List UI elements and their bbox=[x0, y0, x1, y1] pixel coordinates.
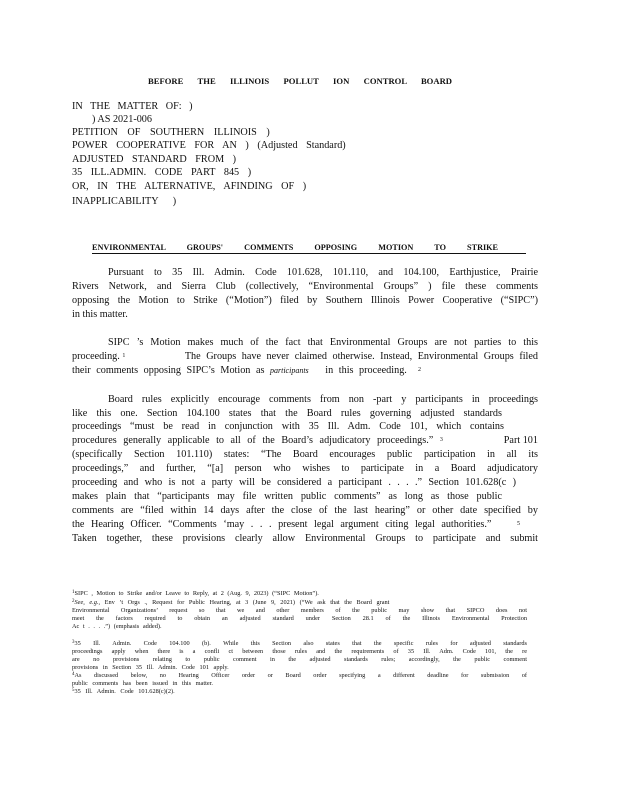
title-underline bbox=[92, 253, 526, 254]
emphasized-text: See, e.g. bbox=[74, 599, 99, 606]
caption-line: IN THE MATTER OF: ) bbox=[72, 101, 193, 112]
caption-line: OR, IN THE ALTERNATIVE, AFINDING OF ) bbox=[72, 181, 307, 192]
body-line: Pursuant to 35 Ill. Admin. Code 101.628, 101.110, and 104.100, Earthjustice, Prairie bbox=[108, 267, 538, 278]
body-line: in this matter. bbox=[72, 309, 128, 320]
body-line bbox=[72, 365, 421, 377]
footnote-1: $^1$SIPC , Motion to Strike and/or Leave to Reply, at 2 (Aug. 9, 2023) (“SIPC Motion”). bbox=[72, 590, 319, 597]
body-line: Board rules explicitly encourage comments from non -part y participants in proceedings bbox=[108, 394, 538, 405]
footnote-4-line: public comments has been issued in this matter. bbox=[72, 680, 213, 687]
body-text: procedures generally applicable to all of the Board’s adjudicatory proceedings.” bbox=[72, 435, 434, 446]
footnote-2: $^2$See, e.g., Env ’t Orgs ., Request for Public Hearing, at 3 (June 9, 2021) (“We ask that the Board grant bbox=[72, 599, 390, 606]
footnote-ref: 5 bbox=[517, 521, 520, 527]
footnote-4: $^4$As discussed below, no Hearing Officer order or Board order specifying a different deadline for submission of bbox=[72, 672, 527, 679]
body-text: the Hearing Officer. “Comments ‘may . . . present legal argument citing legal authorities.” bbox=[72, 519, 492, 530]
body-text: proceeding. bbox=[72, 351, 120, 362]
board-heading: BEFORE THE ILLINOIS POLLUT ION CONTROL BOARD bbox=[148, 76, 452, 86]
caption-line: PETITION OF SOUTHERN ILLINOIS ) bbox=[72, 127, 270, 138]
emphasized-text: participants bbox=[269, 366, 309, 375]
body-text: in this proceeding. bbox=[325, 365, 407, 376]
footnote-2-line: Environmental Organizations’ request so that we and other members of the public may show that SIPCO does not bbox=[72, 607, 527, 614]
footnote-ref: 1 bbox=[122, 353, 126, 359]
footnote-3-line: are no provisions relating to public comment in the adjusted standards rules; accordingly, the public comment bbox=[72, 656, 527, 663]
body-line: like this one. Section 104.100 states that the Board rules governing adjusted standards bbox=[72, 408, 502, 419]
footnote-ref: 3 bbox=[439, 437, 443, 443]
caption-line: 35 ILL.ADMIN. CODE PART 845 ) bbox=[72, 167, 252, 178]
body-line bbox=[72, 435, 538, 447]
footnote-3-line: proceedings apply when there is a confli ct between those rules and the requirements of 35 Ill. Adm. Code 101, the re bbox=[72, 648, 527, 655]
body-line: makes plain that “participants may file written public comments” as long as those public bbox=[72, 491, 502, 502]
footnote-2-line: Ac t . . . .”) (emphasis added). bbox=[72, 623, 162, 630]
caption-line: POWER COOPERATIVE FOR AN ) (Adjusted Standard) bbox=[72, 140, 346, 151]
body-line: proceedings “must be read in conjunction with 35 Ill. Adm. Code 101, which contains bbox=[72, 421, 504, 432]
body-line: SIPC ’s Motion makes much of the fact that Environmental Groups are not parties to this bbox=[108, 337, 538, 348]
body-line: (specifically Section 101.110) states: “The Board encourages public participation in all its bbox=[72, 449, 538, 460]
caption-line: ADJUSTED STANDARD FROM ) bbox=[72, 154, 237, 165]
footnote-2-line: meet the factors required to obtain an adjusted standard under Section 28.1 of the Illinois Environmental Protection bbox=[72, 615, 527, 622]
body-text: The Groups have never claimed otherwise. Instead, Environmental Groups filed bbox=[184, 351, 538, 362]
footnote-3-line: provisions in Section 35 Ill. Admin. Code 101 apply. bbox=[72, 664, 229, 671]
footnote-3: $^3$35 Ill. Admin. Code 104.100 (b). While this Section also states that the specific rules for adjusted standards bbox=[72, 640, 527, 647]
body-text: Part 101 bbox=[503, 435, 538, 446]
caption-line: INAPPLICABILITY ) bbox=[72, 196, 177, 207]
body-line: proceedings,” and further, “[a] person who wishes to participate in a Board adjudicatory bbox=[72, 463, 538, 474]
footnote-5: $^5$35 Ill. Admin. Code 101.628(c)(2). bbox=[72, 688, 175, 695]
body-line: Taken together, these provisions clearly allow Environmental Groups to participate and submit bbox=[72, 533, 538, 544]
body-line bbox=[72, 519, 520, 531]
body-text: their comments opposing SIPC’s Motion as bbox=[72, 365, 265, 376]
body-line: comments are “filed within 14 days after the close of the last hearing” or other date specified by bbox=[72, 505, 538, 516]
body-line: Rivers Network, and Sierra Club (collectively, “Environmental Groups” ) file these comments bbox=[72, 281, 538, 292]
document-title: ENVIRONMENTAL GROUPS' COMMENTS OPPOSING MOTION TO STRIKE bbox=[92, 243, 498, 252]
body-line: opposing the Motion to Strike (“Motion”) filed by Southern Illinois Power Cooperative (“SIPC”) bbox=[72, 295, 538, 306]
caption-line: ) AS 2021-006 bbox=[92, 114, 152, 125]
footnote-ref: 2 bbox=[417, 367, 421, 373]
body-line bbox=[72, 351, 538, 363]
body-line: proceeding and who is not a party will be considered a participant . . . .” Section 101.628(c ) bbox=[72, 477, 516, 488]
